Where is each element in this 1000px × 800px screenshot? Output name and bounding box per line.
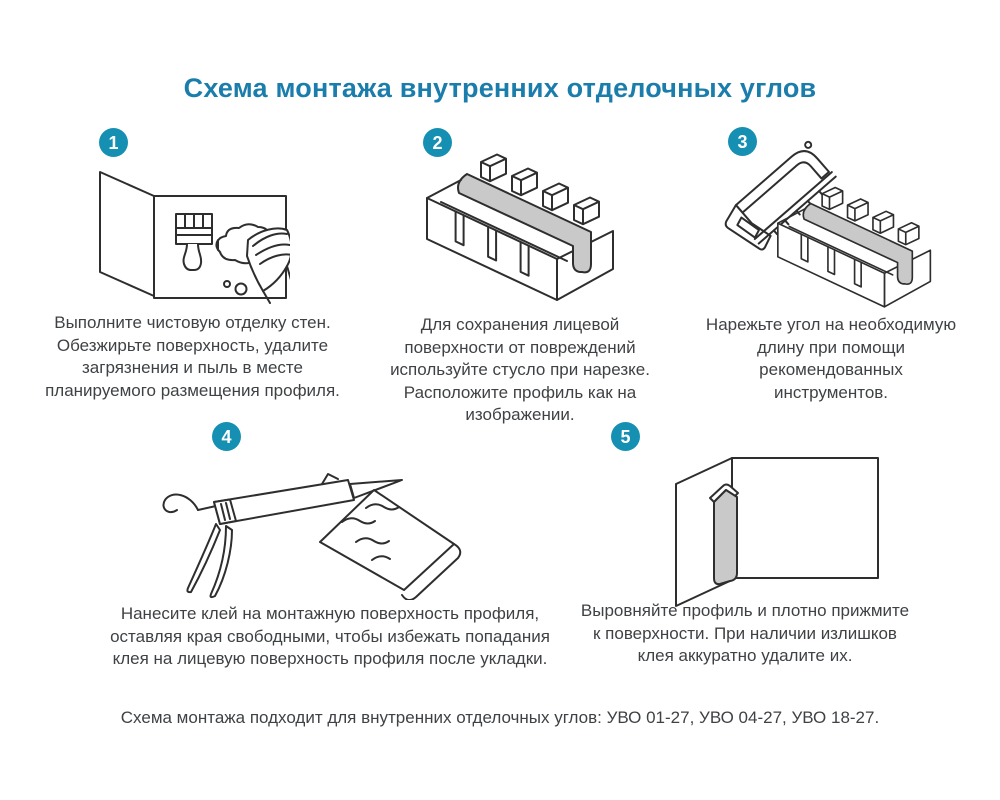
caulking-gun-illustration-icon — [152, 448, 482, 600]
wall-corner-cleaning-illustration-icon — [90, 156, 290, 304]
page-title: Схема монтажа внутренних отделочных углов — [183, 73, 817, 103]
step-5-text: Выровняйте профиль и плотно прижмите к поверхности. При наличии излишков клея аккуратно удалите их. — [580, 601, 910, 666]
hacksaw-miter-box-illustration-icon — [712, 130, 964, 312]
miter-box-illustration-icon — [415, 138, 640, 306]
step-3-badge: 3 — [728, 127, 757, 156]
step-1-badge: 1 — [99, 128, 128, 157]
step-2-text: Для сохранения лицевой поверхности от повреждений используйте стусло при нарезке. Расположите профиль как на изображении. — [390, 315, 650, 425]
step-1-text: Выполните чистовую отделку стен. Обезжирьте поверхность, удалите загрязнения и пыль в месте планируемого размещения профиля. — [45, 313, 340, 400]
step-3-text: Нарежьте угол на необходимую длину при помощи рекомендованных инструментов. — [705, 315, 957, 402]
installed-corner-profile-illustration-icon — [640, 438, 888, 610]
corner-profile-back-icon — [320, 490, 460, 600]
step-2-badge: 2 — [423, 128, 452, 157]
footer-note: Схема монтажа подходит для внутренних отделочных углов: УВО 01-27, УВО 04-27, УВО 18-27. — [120, 708, 880, 727]
miter-box-icon — [778, 188, 931, 307]
step-5-badge: 5 — [611, 422, 640, 451]
step-4-badge: 4 — [212, 422, 241, 451]
step-4-text: Нанесите клей на монтажную поверхность профиля, оставляя края свободными, чтобы избежать попадания клея на лицевую поверхность профиля после укладки. — [110, 604, 550, 669]
